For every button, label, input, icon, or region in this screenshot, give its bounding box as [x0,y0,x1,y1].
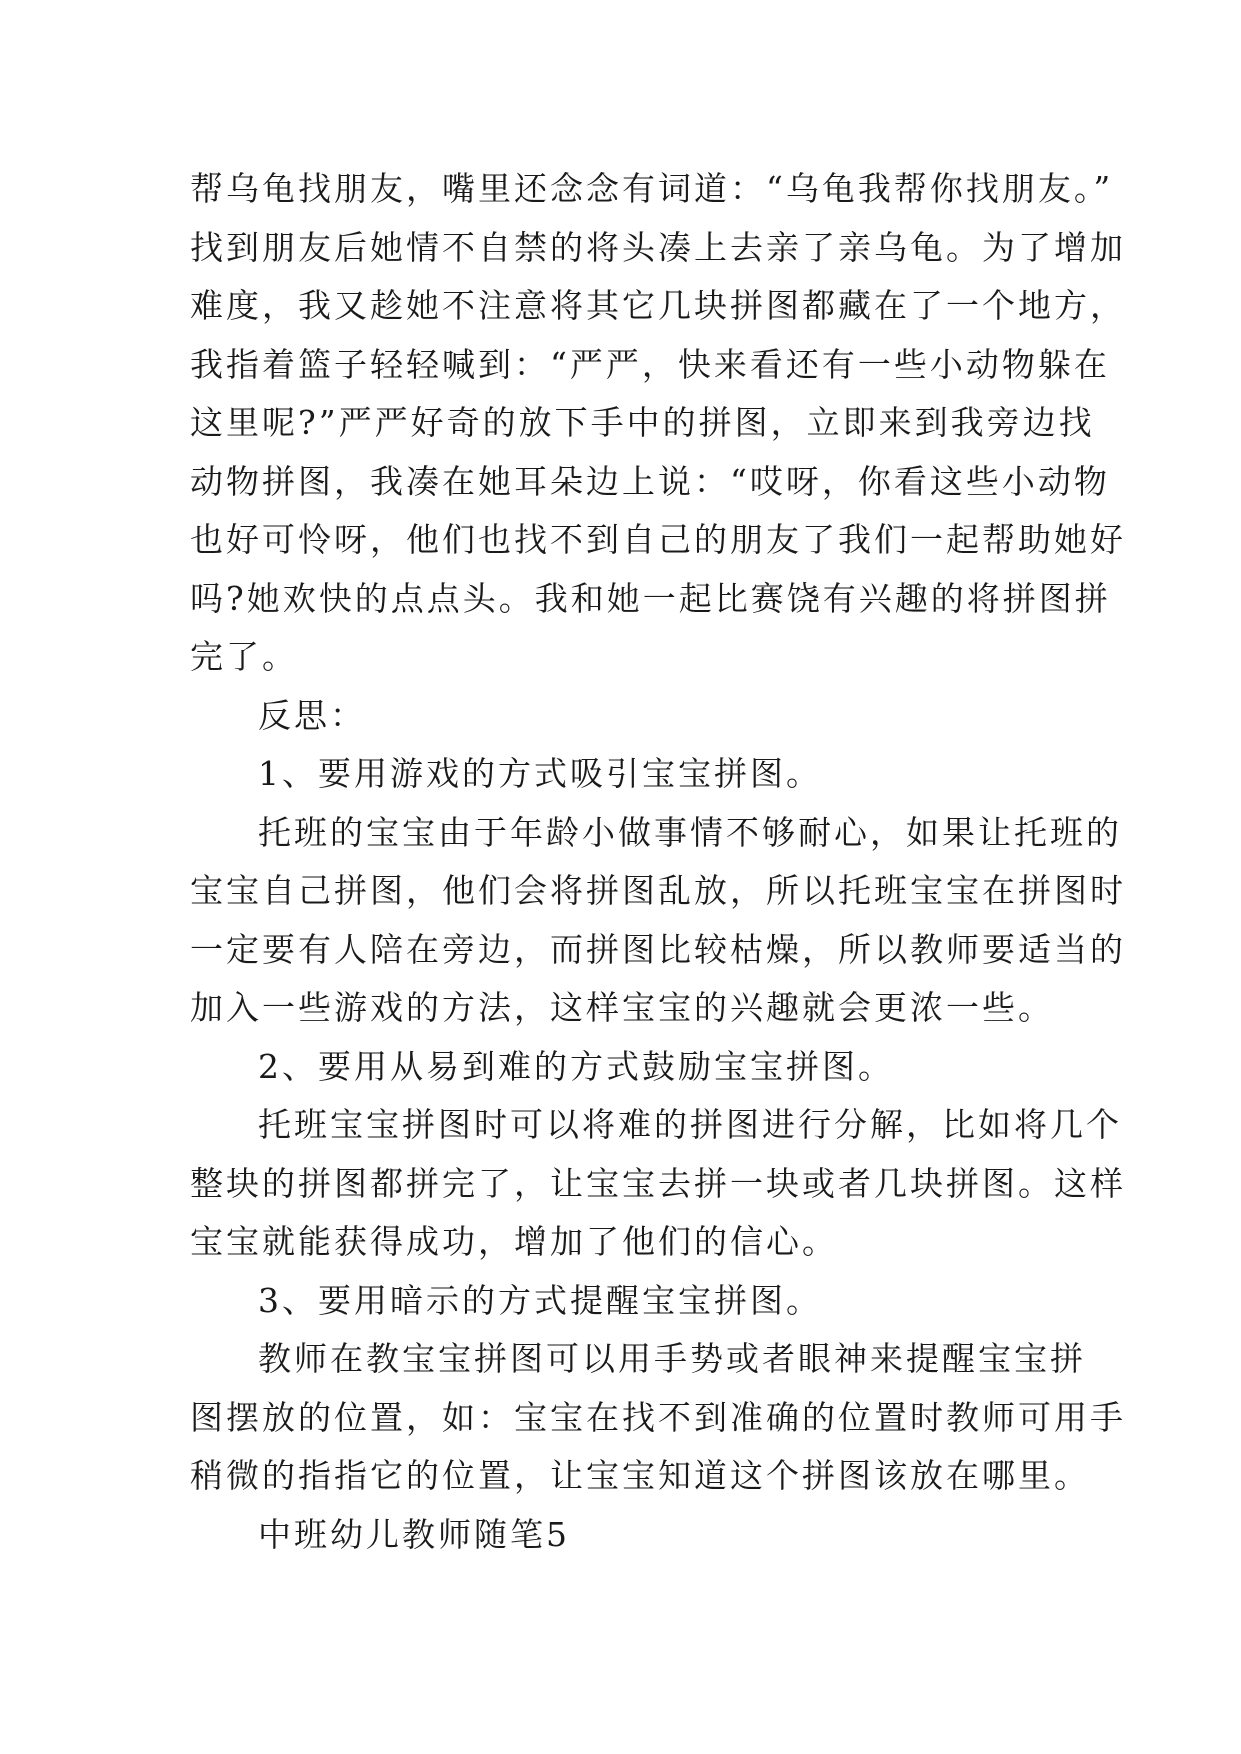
story-line-8: 吗?她欢快的点点头。我和她一起比赛饶有兴趣的将拼图拼 [190,578,1111,618]
point3-line-2: 图摆放的位置，如：宝宝在找不到准确的位置时教师可用手 [190,1397,1126,1437]
point1-paragraph [190,804,1126,1038]
next-section-heading [190,1506,1060,1565]
next-section-heading-text: 中班幼儿教师随笔5 [258,1514,570,1554]
point1-line-4: 加入一些游戏的方法，这样宝宝的兴趣就会更浓一些。 [190,988,1054,1027]
document-body [190,160,1126,1564]
story-line-5: 这里呢?”严严好奇的放下手中的拼图，立即来到我旁边找 [190,403,1095,442]
point1-title [190,745,1060,804]
reflection-heading [190,687,1060,746]
reflection-heading-text: 反思： [258,695,366,735]
story-line-3: 难度，我又趁她不注意将其它几块拼图都藏在了一个地方， [190,286,1126,325]
point1-line-2: 宝宝自己拼图，他们会将拼图乱放，所以托班宝宝在拼图时 [190,871,1126,910]
story-line-7: 也好可怜呀，他们也找不到自己的朋友了我们一起帮助她好 [190,520,1126,559]
story-line-6: 动物拼图，我凑在她耳朵边上说：“哎呀，你看这些小动物 [190,461,1110,501]
story-line-2: 找到朋友后她情不自禁的将头凑上去亲了亲乌龟。为了增加 [190,227,1126,267]
point1-line-1: 托班的宝宝由于年龄小做事情不够耐心，如果让托班的 [258,812,1122,852]
point3-line-3: 稍微的指指它的位置，让宝宝知道这个拼图该放在哪里。 [190,1456,1090,1495]
point3-paragraph [190,1330,1126,1506]
point1-line-3: 一定要有人陪在旁边，而拼图比较枯燥，所以教师要适当的 [190,929,1126,969]
point1-title-text: 1、要用游戏的方式吸引宝宝拼图。 [258,754,822,793]
point3-line-1: 教师在教宝宝拼图可以用手势或者眼神来提醒宝宝拼 [258,1339,1086,1378]
point2-line-3: 宝宝就能获得成功，增加了他们的信心。 [190,1222,838,1261]
story-line-9: 完了。 [190,637,298,676]
point3-title-text: 3、要用暗示的方式提醒宝宝拼图。 [258,1280,822,1320]
story-line-1: 帮乌龟找朋友，嘴里还念念有词道：“乌龟我帮你找朋友。” [190,169,1114,208]
point2-line-2: 整块的拼图都拼完了，让宝宝去拼一块或者几块拼图。这样 [190,1163,1126,1203]
point2-line-1: 托班宝宝拼图时可以将难的拼图进行分解，比如将几个 [258,1105,1122,1144]
point3-title [190,1272,1060,1331]
point2-paragraph [190,1096,1126,1272]
point2-title [190,1038,1060,1097]
story-paragraph [190,160,1126,687]
story-line-4: 我指着篮子轻轻喊到：“严严，快来看还有一些小动物躲在 [190,344,1110,384]
point2-title-text: 2、要用从易到难的方式鼓励宝宝拼图。 [258,1046,894,1086]
